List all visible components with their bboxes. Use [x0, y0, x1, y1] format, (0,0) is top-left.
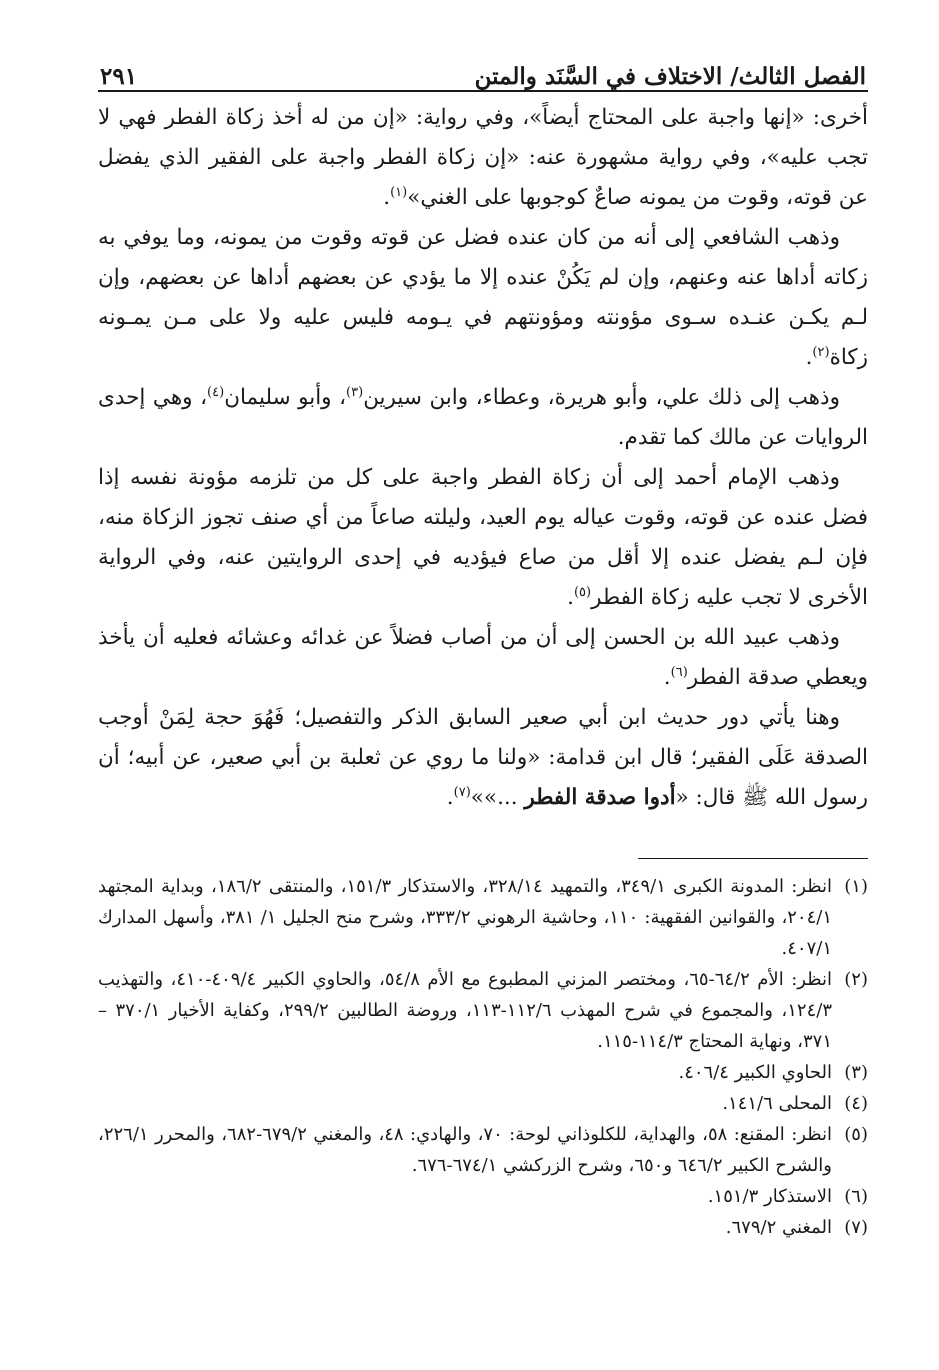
chapter-title: الفصل الثالث/ الاختلاف في السَّنَد والمتن — [474, 63, 866, 90]
main-text — [98, 98, 868, 818]
paragraph-5: وذهب عبيد الله بن الحسن إلى أن من أصاب فضلاً عن غدائه وعشائه فعليه أن يأخذ ويعطي صدقة الفطر$^{(٦)}$. — [98, 625, 868, 690]
paragraph-2: وذهب الشافعي إلى أنه من كان عنده فضل عن قوته وقوت من يمونه، وما يوفي به زكاته أداها عنه وعنهم، وإن لم يَكُنْ عنده إلا ما يؤدي عن بعضهم أداها عن بعضهم، وإن لـم يكـن عنـده سـوى مؤونته ومؤونتهم في يـومه فليس عليه ولا على مـن يمـونه زكاة$^{(٢)}$. — [98, 225, 868, 370]
paragraph-4: وذهب الإمام أحمد إلى أن زكاة الفطر واجبة على كل من تلزمه مؤونة نفسه إذا فضل عنده عن قوته، وقوت عياله يوم العيد، وليلته صاعاً من أي صنف تجوز الزكاة منه، فإن لـم يفضل عنده إلا أقل من صاع فيؤديه في إحدى الروايتين عنه، وفي الرواية الأخرى لا تجب عليه زكاة الفطر$^{(٥)}$. — [98, 465, 868, 610]
footnotes — [98, 871, 868, 1243]
footnote-5: (٥) انظر: المقنع: ٥٨، والهداية، للكلوذاني لوحة: ٧٠، والهادي: ٤٨، والمغني ٦٧٩/٢-٦٨٢، والمحرر ٢٢٦/١، والشرح الكبير ٦٤٦/٢ و٦٥٠، وشرح الزركشي ٦٧٤/١-٦٧٦. — [98, 1124, 868, 1176]
book-page — [98, 52, 868, 1342]
footnote-2: (٢) انظر: الأم ٦٤/٢-٦٥، ومختصر المزني المطبوع مع الأم ٥٤/٨، والحاوي الكبير ٤٠٩/٤-٤١٠، والتهذيب ١٢٤/٣، والمجموع في شرح المهذب ١١٢/٦-١١٣، وروضة الطالبين ٢٩٩/٢، وكفاية الأخيار ٣٧٠/١ – ٣٧١، ونهاية المحتاج ١١٤/٣-١١٥. — [98, 969, 868, 1052]
footnote-ref[interactable]: (٣) — [346, 384, 364, 400]
footnote-separator — [638, 858, 868, 859]
running-head — [98, 52, 868, 92]
footnote-ref[interactable]: (٦) — [670, 664, 688, 680]
footnote-ref[interactable]: (٥) — [573, 584, 592, 600]
footnote-6: (٦) الاستذكار ١٥١/٣. — [707, 1186, 868, 1207]
footnote-7: (٧) المغني ٦٧٩/٢. — [725, 1217, 868, 1238]
footnote-ref[interactable]: (٧) — [453, 784, 471, 800]
page-number: ٢٩١ — [100, 63, 138, 90]
paragraph-6: وهنا يأتي دور حديث ابن أبي صعير السابق الذكر والتفصيل؛ فَهُوَ حجة لِمَنْ أوجب الصدقة عَلَى الفقير؛ قال ابن قدامة: «ولنا ما روي عن ثعلبة بن أبي صعير، عن أبيه؛ أن رسول الله ﷺ قال: «أدوا صدقة الفطر ...»»$^{(٧)}$. — [98, 705, 868, 810]
paragraph-3: وذهب إلى ذلك علي، وأبو هريرة، وعطاء، وابن سيرين$^{(٣)}$، وأبو سليمان$^{(٤)}$، وهي إحدى الروايات عن مالك كما تقدم. — [98, 384, 868, 450]
footnote-3: (٣) الحاوي الكبير ٤٠٦/٤. — [678, 1062, 868, 1083]
footnote-ref[interactable]: (٤) — [207, 384, 225, 400]
footnote-ref[interactable]: (٢) — [812, 344, 830, 360]
hadith-quote: أدوا صدقة الفطر — [524, 785, 676, 810]
paragraph-1: أخرى: «إنها واجبة على المحتاج أيضاً»، وفي رواية: «إن من له أخذ زكاة الفطر فهي لا تجب عليه»، وفي رواية مشهورة عنه: «إن زكاة الفطر واجبة على الفقير الذي يفضل عن قوته، وقوت من يمونه صاعٌ كوجوبها على الغني»$^{(١)}$. — [98, 105, 868, 210]
footnote-ref[interactable]: (١) — [390, 184, 408, 200]
footnote-4: (٤) المحلى ١٤١/٦. — [722, 1093, 868, 1114]
footnote-1: (١) انظر: المدونة الكبرى ٣٤٩/١، والتمهيد ٣٢٨/١٤، والاستذكار ١٥١/٣، والمنتقى ١٨٦/٢، وبداية المجتهد ٢٠٤/١، والقوانين الفقهية: ١١٠، وحاشية الرهوني ٣٣٣/٢، وشرح منح الجليل ١/ ٣٨١، وأسهل المدارك ٤٠٧/١. — [98, 876, 868, 959]
